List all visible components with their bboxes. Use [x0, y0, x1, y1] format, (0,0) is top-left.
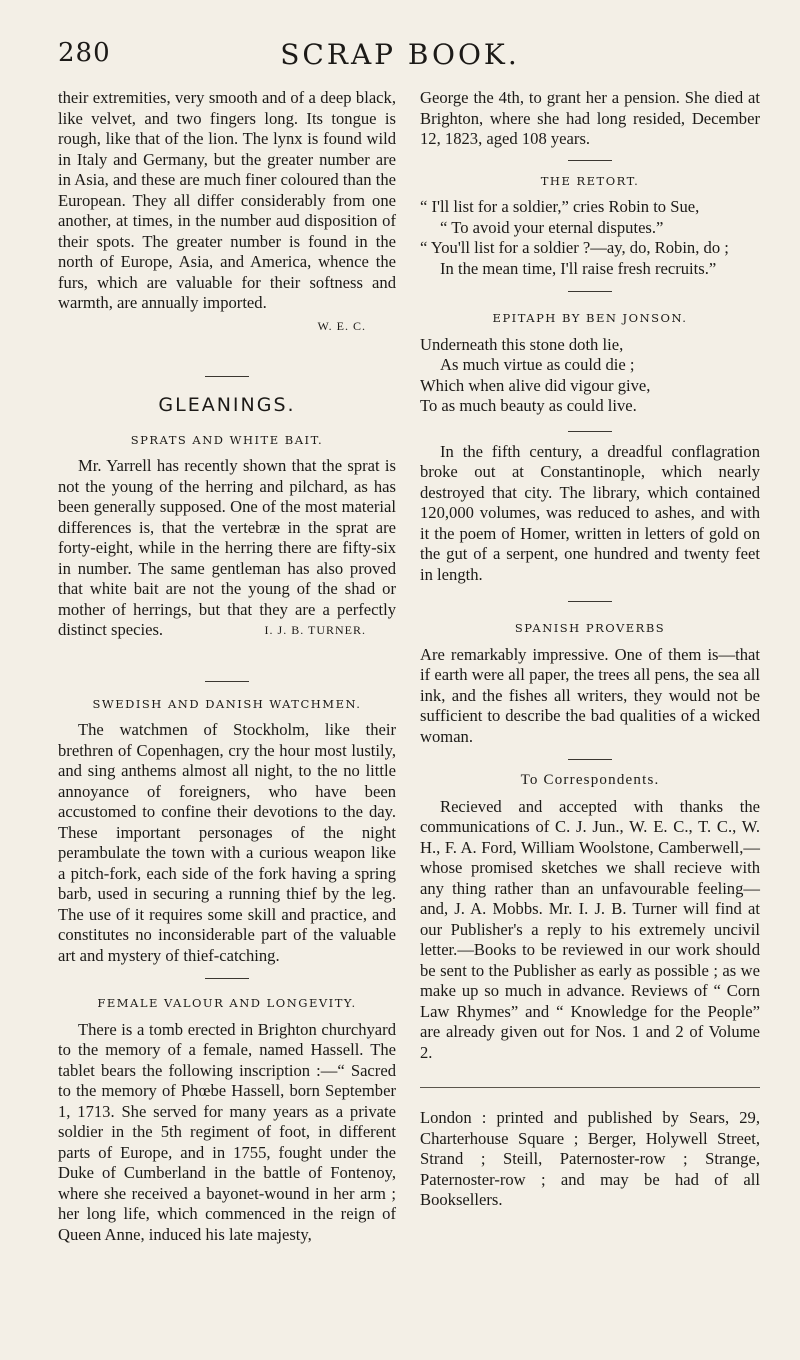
verse-line: As much virtue as could die ; — [440, 355, 635, 374]
valour-continuation: George the 4th, to grant her a pension. She died at Brighton, where she had long resided, December 12, 1823, aged 108 years. — [420, 88, 760, 148]
verse-line: “ I'll list for a soldier,” cries Robin to Sue, — [420, 197, 700, 216]
proverbs-paragraph: Are remarkably impressive. One of them is—that if earth were all paper, the trees all pens, the sea all ink, and the fishes all writers, they would not be sufficient to describe the bad qualities of a wicked woman. — [420, 644, 760, 746]
valour-heading: FEMALE VALOUR AND LONGEVITY. — [97, 996, 357, 1010]
watchmen-paragraph: The watchmen of Stockholm, like their brethren of Copenhagen, cry the hour most lustily, and sing anthems almost all night, to the no little annoyance of foreigners, who have been accustomed to confine their devotions to the day. These important personages of the night perambulate the town with a curious weapon like a pitch-fork, each side of the fork having a spring barb, used in securing a running thief by the leg. The use of it requires some skill and practice, and constitutes no inconsiderable part of the valuable art and mystery of thief-catching. — [58, 720, 396, 965]
correspondents-paragraph: Recieved and accepted with thanks the communications of C. J. Jun., W. E. C., T. C., W. H., F. A. Ford, William Woolstone, Camberwell,—whose promised sketches we shall recieve with any thing rather than an unfavourable feeling—and, J. A. Mobbs. Mr. I. J. B. Turner will find at our Publisher's a reply to his extremely uncivil letter.—Books to be reviewed in our work should be sent to the Publisher as early as possible ; as we make up so much in advance. Reviews of “ Corn Law Rhymes” and “ Knowledge for the People” are already given out for Nos. 1 and 2 of Volume 2. — [420, 796, 760, 1062]
verse-line: Which when alive did vigour give, — [420, 375, 651, 395]
imprint-paragraph: London : printed and published by Sears, 29, Charterhouse Square ; Berger, Holywell Street, Strand ; Steill, Paternoster-row ; Strange, Paternoster-row ; and may be had of all Booksellers. — [420, 1108, 760, 1209]
gleanings-heading: GLEANINGS. — [158, 394, 296, 416]
running-title: SCRAP BOOK. — [280, 38, 520, 71]
epitaph-verse — [420, 335, 760, 417]
verse-line: Underneath this stone doth lie, — [420, 334, 624, 354]
lynx-signature: W. E. C. — [317, 318, 366, 333]
fire-paragraph: In the fifth century, a dreadful conflagration broke out at Constantinople, which nearly destroyed that city. The library, which contained 120,000 volumes, was reduced to ashes, and with it the poem of Homer, written in letters of gold on the gut of a serpent, one hundred and twenty feet in length. — [420, 441, 760, 584]
retort-heading: THE RETORT. — [540, 173, 640, 188]
verse-line: In the mean time, I'll raise fresh recruits.” — [440, 258, 717, 278]
page-number: 280 — [58, 38, 111, 68]
lynx-paragraph: their extremities, very smooth and of a deep black, like velvet, and two fingers long. Its tongue is rough, like that of the lion. The lynx is found wild in Italy and Germany, but the greater number are in Asia, and these are much finer coloured than the European. They all differ considerably from one another, at times, in the number aud disposition of their spots. The greater number is found in the north of Europe, Asia, and America, whence the furs, which are valuable for their softness and warmth, are annually imported. — [58, 88, 396, 312]
retort-verse — [420, 197, 760, 279]
verse-line: “ You'll list for a soldier ?—ay, do, Robin, do ; — [420, 238, 729, 257]
proverbs-heading: SPANISH PROVERBS — [514, 621, 666, 635]
valour-paragraph: There is a tomb erected in Brighton churchyard to the memory of a female, named Hassell. The tablet bears the following inscription :—“ Sacred to the memory of Phœbe Hassell, born September 1, 1713. She served for many years as a private soldier in the 5th regiment of foot, in different parts of Europe, and in 1755, fought under the Duke of Cumberland in the battle of Fontenoy, where she received a bayonet-wound in her arm ; her long life, which commenced in the reign of Queen Anne, induced his late majesty, — [58, 1019, 396, 1244]
correspondents-heading: To Correspondents. — [520, 772, 660, 788]
left-column — [58, 88, 396, 1245]
sprats-signature: I. J. B. TURNER. — [264, 623, 366, 637]
watchmen-heading: SWEDISH AND DANISH WATCHMEN. — [92, 696, 362, 711]
sprats-heading: SPRATS AND WHITE BAIT. — [130, 432, 324, 447]
sprats-paragraph: Mr. Yarrell has recently shown that the sprat is not the young of the herring and pilchard, as has been generally supposed. One of the most material differences is, that the vertebræ in the sprat are forty-eight, while in the herring there are fifty-six in number. The same gentleman has also proved that white bait are not the young of the shad or mother of herrings, but that they are a perfectly distinct species. I. J. B. TURNER. — [58, 456, 396, 639]
epitaph-heading: EPITAPH BY BEN JONSON. — [492, 311, 688, 325]
verse-line: To as much beauty as could live. — [420, 396, 637, 415]
page-header — [0, 38, 800, 78]
verse-line: “ To avoid your eternal disputes.” — [440, 217, 664, 237]
right-column — [420, 88, 760, 1211]
